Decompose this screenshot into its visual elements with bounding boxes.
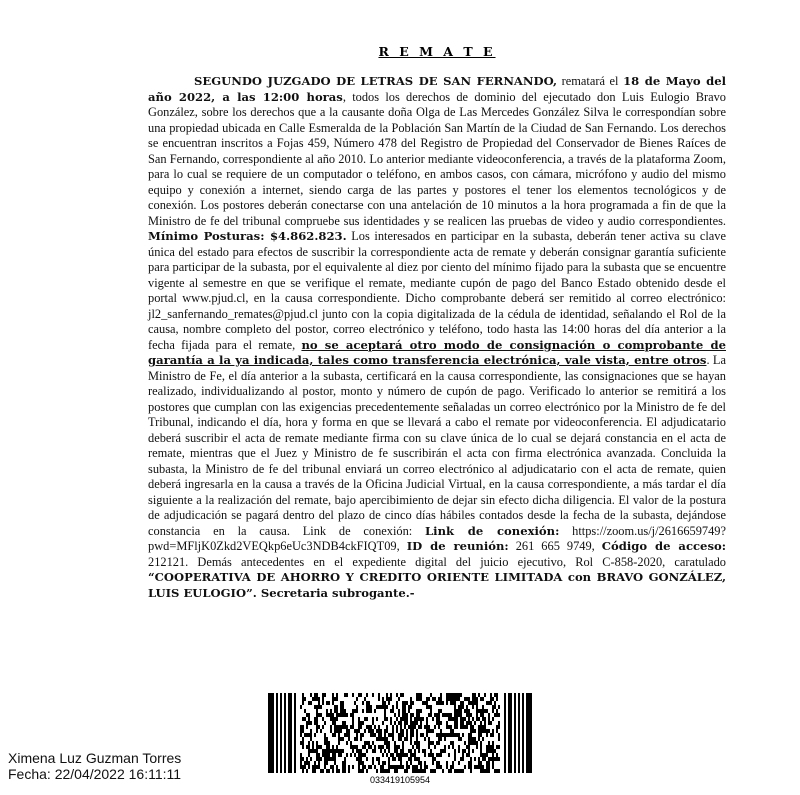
body-text-2: , todos los derechos de dominio del ejecutado don Luis Eulogio Bravo González, sobre los derechos que a la causante doña Olga de Las Mercedes González Silva le correspondían sobre una propiedad ubicada en Calle Esmeralda de la Población San Martín de la Ciudad de San Fernando. Los derechos se encuentran inscritos a Fojas 459, Número 478 del Registro de Propiedad del Conservador de Bienes Raíces de San Fernando, correspondiente al año 2010. Lo anterior mediante videoconferencia, a través de la plataforma Zoom, para lo cual se requiere de un computador o teléfono, en ambos casos, con cámara, micrófono y audio del mismo equipo y conexión a internet, siendo carga de las partes y postores el tener los elementos tecnológicos y de conexión. Los postores deberán conectarse con una antelación de 10 minutos a la hora programada a fin de que la Ministro de fe del tribunal compruebe sus identidades y se realicen las pruebas de video y audio correspondientes. [148,89,726,228]
link-label: Link de conexión: [425,523,560,538]
meeting-id: 261 665 9749, [508,539,602,553]
body-text-4: . La Ministro de Fe, el día anterior a la subasta, certificará en la causa correspondiente, las consignaciones que se hayan realizado, individualizando al postor, monto y número de cupón de pago. Verificado lo anterior se remitirá a los postores que cumplan con las exigencias precedentemente señaladas un correo electrónico por la Ministro de fe del Tribunal, indicando el día, hora y forma en que se llevará a cabo el remate por videoconferencia. El adjudicatario deberá suscribir el acta de remate mediante firma con su clave única de lo cual se dejará constancia en el acta de remate, mientras que el Juez y Ministro de fe suscribirán el acta con firma electrónica avanzada. Concluida la subasta, la Ministro de fe del tribunal enviará un correo electrónico al adjudicatario con el acta de remate, quien deberá ingresarla en la causa a través de la Oficina Judicial Virtual, en la causa correspondiente, a más tardar el día siguiente a la realización del remate, bajo apercibimiento de dejar sin efecto dicha diligencia. El valor de la postura de adjudicación se pagará dentro del plazo de cinco días hábiles contados desde la fecha de la subasta, dejándose constancia en la causa. Link de conexión: [148,353,726,538]
barcode-icon [268,693,532,773]
document-body [148,74,726,601]
zoom-link: https://zoom.us/j/2616659749?pwd=MFljK0Zkd2VEQkp6eUc3NDB4ckFIQT09, [148,523,726,553]
document-title: R E M A T E [378,44,496,59]
not-accepted-notice: no se aceptará otro modo de consignación o comprobante de garantía a la ya indicada, tales como transferencia electrónica, vale vista, entre otros [148,337,726,367]
meeting-id-label: ID de reunión: [406,539,509,553]
minimum-bid: Mínimo Posturas: $4.862.823. [148,229,347,243]
case-name: “COOPERATIVA DE AHORRO Y CREDITO ORIENTE LIMITADA con BRAVO GONZÁLEZ, LUIS EULOGIO”. Secretaria subrogante.- [148,570,726,600]
signature-block [8,750,181,782]
barcode-number: 033419105954 [369,775,431,785]
body-text-3: Los interesados en participar en la subasta, deberán tener activa su clave única del estado para efectos de suscribir la correspondiente acta de remate y deberán consignar garantía suficiente para participar de la subasta, por el equivalente al diez por ciento del mínimo fijado para la subasta que se encuentre vigente al semestre en que se verifique el remate, mediante cupón de pago del Banco Estado obtenido desde el portal www.pjud.cl, en la causa correspondiente. Dicho comprobante deberá ser remitido al correo electrónico: jl2_sanfernando_remates@pjud.cl junto con la copia digitalizada de la cédula de identidad, señalando el Rol de la causa, nombre completo del postor, correo electrónico y teléfono, todo hasta las 14:00 horas del día anterior a la fecha fijada para el remate, [148,229,726,352]
signature-date: Fecha: 22/04/2022 16:11:11 [8,766,182,782]
court-name: SEGUNDO JUZGADO DE LETRAS DE SAN FERNANDO, [194,74,558,88]
access-code: 212121. Demás antecedentes en el expediente digital del juicio ejecutivo, Rol C-858-2020, caratulado [148,554,726,569]
access-code-label: Código de acceso: [601,539,726,553]
body-text-1: rematará el [557,74,624,88]
auction-date: 18 de Mayo del año 2022, a las 12:00 horas [148,74,726,104]
signer-name: Ximena Luz Guzman Torres [8,750,182,766]
